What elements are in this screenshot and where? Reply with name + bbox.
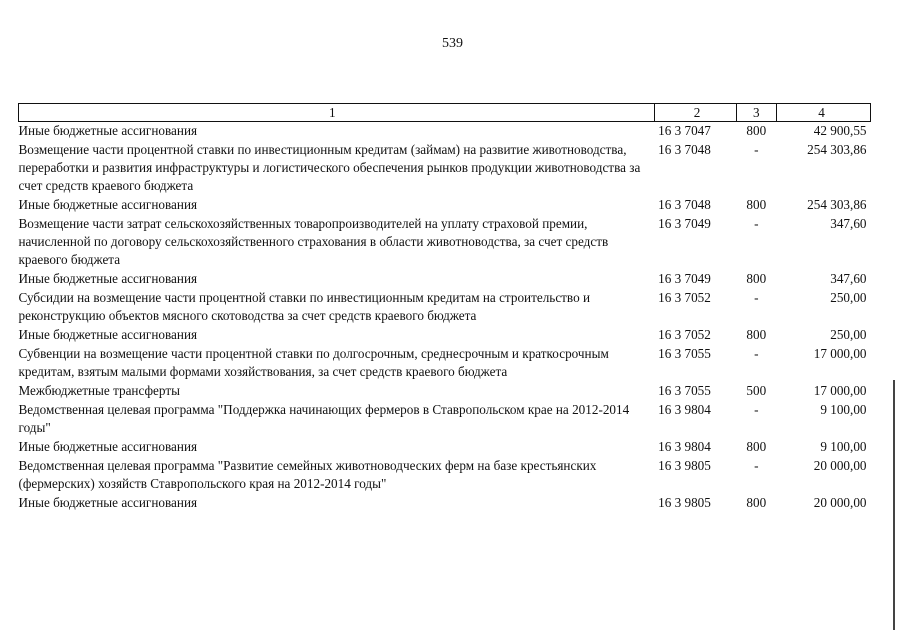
row-code: 16 3 7047 <box>658 123 711 138</box>
row-amount: 347,60 <box>830 216 867 231</box>
row-amount: 9 100,00 <box>820 402 867 417</box>
row-type: 800 <box>746 495 767 510</box>
table-row <box>19 438 871 457</box>
row-type: - <box>754 346 759 361</box>
row-name: Иные бюджетные ассигнования <box>18 271 198 286</box>
row-name: Иные бюджетные ассигнования <box>18 123 198 138</box>
row-code: 16 3 9804 <box>658 439 711 454</box>
row-name: Ведомственная целевая программа "Развитие семейных животноводческих ферм на базе крестьянских (фермерских) хозяйств Ставропольского края на 2012-2014 годы" <box>18 458 597 491</box>
row-type: 800 <box>746 439 767 454</box>
table-row <box>19 289 871 326</box>
row-type: - <box>754 290 759 305</box>
row-name: Иные бюджетные ассигнования <box>18 495 198 510</box>
row-name: Ведомственная целевая программа "Поддержка начинающих фермеров в Ставропольском крае на 2012-2014 годы" <box>18 402 630 435</box>
table-row <box>19 270 871 289</box>
table-row <box>19 345 871 382</box>
row-amount: 17 000,00 <box>813 383 867 398</box>
table-row <box>19 122 871 142</box>
table-header-row <box>19 104 871 122</box>
header-col-4: 4 <box>777 104 871 122</box>
row-type: 500 <box>746 383 767 398</box>
row-amount: 9 100,00 <box>820 439 867 454</box>
header-col-2: 2 <box>654 104 736 122</box>
table-row <box>19 382 871 401</box>
row-name: Иные бюджетные ассигнования <box>18 327 198 342</box>
row-name: Возмещение части затрат сельскохозяйственных товаропроизводителей на уплату страховой премии, начисленной по договору сельскохозяйственного страхования в области животноводства, за счет средств краевого бюджета <box>18 216 609 267</box>
row-code: 16 3 7055 <box>658 346 711 361</box>
table-row <box>19 196 871 215</box>
row-type: 800 <box>746 123 767 138</box>
row-code: 16 3 9805 <box>658 458 711 473</box>
row-type: - <box>754 458 759 473</box>
row-code: 16 3 7052 <box>658 327 711 342</box>
row-type: - <box>754 142 759 157</box>
page-number: 539 <box>442 36 463 51</box>
row-name: Иные бюджетные ассигнования <box>18 439 198 454</box>
row-amount: 20 000,00 <box>813 495 867 510</box>
row-code: 16 3 7048 <box>658 142 711 157</box>
row-code: 16 3 7055 <box>658 383 711 398</box>
row-code: 16 3 7049 <box>658 271 711 286</box>
row-amount: 20 000,00 <box>813 458 867 473</box>
table-row <box>19 326 871 345</box>
row-code: 16 3 7049 <box>658 216 711 231</box>
row-code: 16 3 9805 <box>658 495 711 510</box>
row-amount: 254 303,86 <box>807 197 867 212</box>
row-amount: 347,60 <box>830 271 867 286</box>
budget-table <box>18 103 871 513</box>
row-type: - <box>754 216 759 231</box>
row-amount: 250,00 <box>830 290 867 305</box>
row-type: - <box>754 402 759 417</box>
table-row <box>19 215 871 270</box>
table-row <box>19 457 871 494</box>
row-type: 800 <box>746 327 767 342</box>
row-code: 16 3 7052 <box>658 290 711 305</box>
row-type: 800 <box>746 271 767 286</box>
row-name: Межбюджетные трансферты <box>18 383 180 398</box>
table-row <box>19 141 871 196</box>
header-col-1: 1 <box>19 104 655 122</box>
scan-edge-line <box>893 380 895 630</box>
table-row <box>19 401 871 438</box>
row-amount: 42 900,55 <box>813 123 867 138</box>
row-name: Возмещение части процентной ставки по инвестиционным кредитам (займам) на развитие животноводства, переработки и развития инфраструктуры и логистического обеспечения рынков продукции животноводства за счет средств краевого бюджета <box>18 142 641 193</box>
row-amount: 250,00 <box>830 327 867 342</box>
row-code: 16 3 9804 <box>658 402 711 417</box>
row-amount: 254 303,86 <box>807 142 867 157</box>
table-row <box>19 494 871 513</box>
row-name: Субвенции на возмещение части процентной ставки по долгосрочным, среднесрочным и краткосрочным кредитам, взятым малыми формами хозяйствования, за счет средств краевого бюджета <box>18 346 609 379</box>
row-amount: 17 000,00 <box>813 346 867 361</box>
row-name: Субсидии на возмещение части процентной ставки по инвестиционным кредитам на строительство и реконструкцию объектов мясного скотоводства за счет средств краевого бюджета <box>18 290 591 323</box>
header-col-3: 3 <box>736 104 777 122</box>
row-name: Иные бюджетные ассигнования <box>18 197 198 212</box>
row-type: 800 <box>746 197 767 212</box>
row-code: 16 3 7048 <box>658 197 711 212</box>
